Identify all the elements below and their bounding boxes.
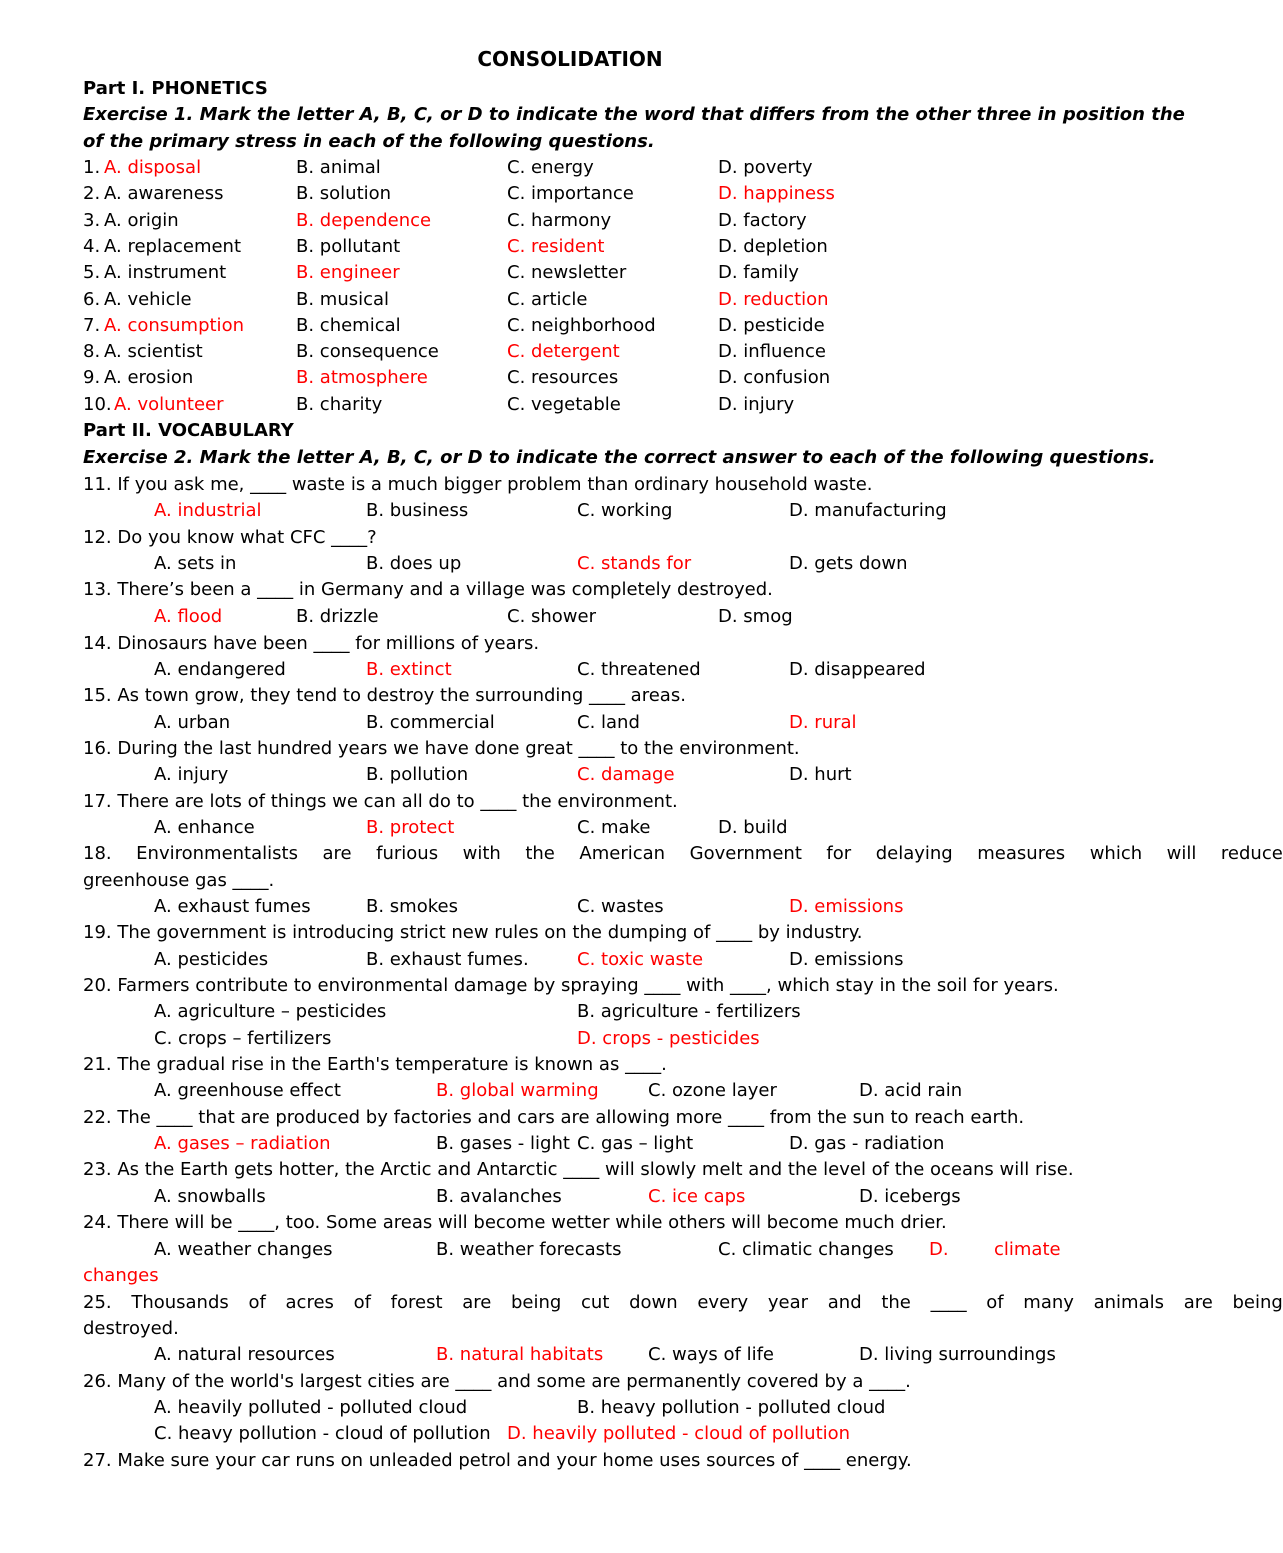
stem-word: reduce xyxy=(1220,843,1283,864)
option-b: B. chemical xyxy=(296,314,401,336)
question-text: 12. Do you know what CFC ____? xyxy=(83,527,377,548)
question-stem xyxy=(0,736,1200,762)
option-b: B. solution xyxy=(296,183,392,205)
phonetics-row xyxy=(0,181,1200,207)
stem-word: measures xyxy=(977,843,1066,864)
question-text: 15. As town grow, they tend to destroy the surrounding ____ areas. xyxy=(83,685,686,706)
option-d: D. icebergs xyxy=(859,1186,961,1207)
option-a: A. awareness xyxy=(104,183,224,205)
question-number: 7. xyxy=(83,314,101,336)
option-c: C. neighborhood xyxy=(507,314,656,336)
question-stem xyxy=(0,1210,1200,1236)
question-text: 20. Farmers contribute to environmental damage by spraying ____ with ____, which stay in the soil for years. xyxy=(83,975,1059,996)
option-a: A. enhance xyxy=(154,817,255,838)
option-d: D. family xyxy=(718,262,799,284)
option-a: A. disposal xyxy=(104,157,202,178)
option-c: C. energy xyxy=(507,157,594,178)
stem-word: the xyxy=(525,843,555,864)
question-number: 4. xyxy=(83,235,101,257)
question-stem xyxy=(0,789,1200,815)
question-text: 24. There will be ____, too. Some areas will become wetter while others will become much drier. xyxy=(83,1212,947,1233)
question-stem xyxy=(0,525,1200,551)
phonetics-row xyxy=(0,208,1200,234)
option-row xyxy=(0,657,1200,683)
option-c: C. detergent xyxy=(507,341,620,363)
option-b: B. dependence xyxy=(296,209,432,231)
phonetics-row xyxy=(0,260,1200,286)
option-d: D. heavily polluted - cloud of pollution xyxy=(507,1423,851,1444)
option-a: A. injury xyxy=(154,764,229,785)
question-stem xyxy=(0,973,1200,999)
stem-word: of xyxy=(986,1292,1004,1313)
option-c: C. article xyxy=(507,288,588,310)
question-number: 10. xyxy=(83,393,112,415)
option-a: A. flood xyxy=(154,606,223,627)
option-d: D. gas - radiation xyxy=(789,1133,945,1154)
option-a: A. weather changes xyxy=(154,1239,333,1260)
question-text: greenhouse gas ____. xyxy=(83,870,275,891)
option-b: B. weather forecasts xyxy=(436,1239,622,1260)
question-text: 27. Make sure your car runs on unleaded petrol and your home uses sources of ____ energy. xyxy=(83,1450,912,1471)
question-text: 17. There are lots of things we can all do to ____ the environment. xyxy=(83,791,678,812)
question-text: 23. As the Earth gets hotter, the Arctic and Antarctic ____ will slowly melt and the level of the oceans will rise. xyxy=(83,1159,1074,1180)
option-row xyxy=(0,1131,1200,1157)
part2-heading-line xyxy=(0,418,1200,444)
option-c: C. crops – fertilizers xyxy=(154,1028,332,1049)
option-row xyxy=(0,498,1200,524)
option-b: B. consequence xyxy=(296,341,439,363)
phonetics-row xyxy=(0,234,1200,260)
option-row xyxy=(0,1237,1200,1263)
question-stem xyxy=(0,1105,1200,1131)
option-b: B. business xyxy=(366,500,469,521)
option-c: C. make xyxy=(577,817,651,838)
option-b: B. engineer xyxy=(296,262,400,284)
exercise1-instruction-cont: of the primary stress in each of the following questions. xyxy=(83,131,655,152)
option-a: A. industrial xyxy=(154,500,262,521)
option-row xyxy=(0,604,1200,630)
option-d-text: climate xyxy=(994,1239,1061,1260)
option-row xyxy=(0,999,1200,1025)
option-row xyxy=(0,1342,1200,1368)
question-stem xyxy=(83,841,1283,867)
stem-word: Government xyxy=(689,843,802,864)
option-b: B. pollutant xyxy=(296,235,401,257)
question-text: 11. If you ask me, ____ waste is a much bigger problem than ordinary household waste. xyxy=(83,474,873,495)
option-a: A. consumption xyxy=(104,314,244,336)
option-d: D. factory xyxy=(718,209,807,231)
title-line xyxy=(0,46,1200,72)
option-c: C. importance xyxy=(507,183,634,205)
stem-word: 25. xyxy=(83,1292,112,1313)
question-stem xyxy=(0,631,1200,657)
phonetics-row xyxy=(0,287,1200,313)
option-a: A. scientist xyxy=(104,341,203,363)
stem-word: are xyxy=(462,1292,492,1313)
option-a: A. gases – radiation xyxy=(154,1133,331,1154)
question-stem xyxy=(0,472,1200,498)
phonetics-row xyxy=(0,313,1200,339)
option-row xyxy=(0,762,1200,788)
option-c: C. damage xyxy=(577,764,675,785)
option-d-letter: D. xyxy=(929,1239,949,1260)
option-c: C. toxic waste xyxy=(577,949,704,970)
option-a: A. volunteer xyxy=(114,393,224,415)
exercise2-line xyxy=(0,445,1200,471)
option-d: D. manufacturing xyxy=(789,500,947,521)
option-d: D. emissions xyxy=(789,896,904,917)
option-row xyxy=(0,1026,1200,1052)
part2-heading: Part II. VOCABULARY xyxy=(83,420,294,441)
stem-word: being xyxy=(1232,1292,1283,1313)
option-row xyxy=(0,1395,1200,1421)
question-stem-cont xyxy=(0,1316,1200,1342)
question-stem-cont xyxy=(0,868,1200,894)
question-stem xyxy=(0,577,1200,603)
stem-word: and xyxy=(827,1292,862,1313)
option-row xyxy=(0,1421,1200,1447)
stem-word: of xyxy=(248,1292,266,1313)
question-number: 9. xyxy=(83,367,101,389)
option-c: C. land xyxy=(577,712,640,733)
option-a: A. endangered xyxy=(154,659,286,680)
question-number: 6. xyxy=(83,288,101,310)
stem-word: year xyxy=(767,1292,809,1313)
question-text: 14. Dinosaurs have been ____ for millions of years. xyxy=(83,633,540,654)
question-text: 13. There’s been a ____ in Germany and a village was completely destroyed. xyxy=(83,579,773,600)
option-a: A. exhaust fumes xyxy=(154,896,311,917)
option-b: B. extinct xyxy=(366,659,452,680)
option-a: A. vehicle xyxy=(104,288,192,310)
stem-word: animals xyxy=(1093,1292,1164,1313)
option-c: C. gas – light xyxy=(577,1133,694,1154)
stem-word: the xyxy=(881,1292,911,1313)
stem-word: furious xyxy=(376,843,439,864)
option-a: A. snowballs xyxy=(154,1186,266,1207)
question-text: 22. The ____ that are produced by factories and cars are allowing more ____ from the sun to reach earth. xyxy=(83,1107,1025,1128)
option-c: C. working xyxy=(577,500,673,521)
option-c: C. heavy pollution - cloud of pollution xyxy=(154,1423,491,1444)
option-b: B. atmosphere xyxy=(296,367,428,389)
option-d: D. build xyxy=(718,817,788,838)
option-c: C. ozone layer xyxy=(648,1080,777,1101)
option-a: A. agriculture – pesticides xyxy=(154,1001,387,1022)
question-text: 16. During the last hundred years we have done great ____ to the environment. xyxy=(83,738,800,759)
option-b: B. does up xyxy=(366,553,462,574)
option-d: D. living surroundings xyxy=(859,1344,1056,1365)
stem-word: forest xyxy=(390,1292,443,1313)
option-d-text-cont: changes xyxy=(83,1265,159,1286)
option-row xyxy=(0,947,1200,973)
option-a: A. instrument xyxy=(104,262,227,284)
option-b: B. global warming xyxy=(436,1080,599,1101)
option-d: D. disappeared xyxy=(789,659,926,680)
option-d: D. crops - pesticides xyxy=(577,1028,760,1049)
stem-word: many xyxy=(1023,1292,1074,1313)
stem-word: Environmentalists xyxy=(136,843,298,864)
stem-word: ____ xyxy=(930,1292,967,1313)
phonetics-row xyxy=(0,339,1200,365)
option-b: B. gases - light xyxy=(436,1133,570,1154)
stem-word: with xyxy=(462,843,501,864)
question-text: 26. Many of the world's largest cities are ____ and some are permanently covered by a ____. xyxy=(83,1371,911,1392)
option-b: B. avalanches xyxy=(436,1186,562,1207)
option-a: A. replacement xyxy=(104,235,242,257)
option-row-cont xyxy=(0,1263,1200,1289)
question-stem xyxy=(0,683,1200,709)
option-b: B. commercial xyxy=(366,712,495,733)
question-text: 19. The government is introducing strict new rules on the dumping of ____ by industry. xyxy=(83,922,863,943)
question-number: 5. xyxy=(83,262,101,284)
exercise1-instruction: Exercise 1. Mark the letter A, B, C, or D to indicate the word that differs from the other three in position the xyxy=(83,104,1185,125)
question-stem xyxy=(0,920,1200,946)
stem-word: American xyxy=(579,843,666,864)
stem-word: will xyxy=(1166,843,1197,864)
option-row xyxy=(0,894,1200,920)
page-title: CONSOLIDATION xyxy=(477,47,663,71)
option-c: C. harmony xyxy=(507,209,612,231)
part1-heading-line xyxy=(0,76,1200,102)
exercise1-line1 xyxy=(0,102,1200,128)
option-a: A. sets in xyxy=(154,553,237,574)
option-b: B. natural habitats xyxy=(436,1344,604,1365)
option-row xyxy=(0,710,1200,736)
option-row xyxy=(0,551,1200,577)
option-c: C. resources xyxy=(507,367,619,389)
stem-word: 18. xyxy=(83,843,112,864)
option-b: B. animal xyxy=(296,157,381,178)
question-text: destroyed. xyxy=(83,1318,179,1339)
option-b: B. pollution xyxy=(366,764,469,785)
option-d: D. rural xyxy=(789,712,857,733)
option-d: D. injury xyxy=(718,393,795,415)
option-d: D. hurt xyxy=(789,764,852,785)
option-c: C. ice caps xyxy=(648,1186,746,1207)
question-stem xyxy=(0,1052,1200,1078)
option-row xyxy=(0,815,1200,841)
option-c: C. ways of life xyxy=(648,1344,774,1365)
stem-word: down xyxy=(629,1292,678,1313)
option-b: B. musical xyxy=(296,288,390,310)
option-row xyxy=(0,1078,1200,1104)
phonetics-row xyxy=(0,392,1200,418)
option-a: A. origin xyxy=(104,209,179,231)
question-number: 2. xyxy=(83,183,101,205)
question-text: 21. The gradual rise in the Earth's temperature is known as ____. xyxy=(83,1054,667,1075)
phonetics-row xyxy=(0,365,1200,391)
option-c: C. resident xyxy=(507,235,605,257)
option-b: B. agriculture - fertilizers xyxy=(577,1001,801,1022)
stem-word: are xyxy=(1183,1292,1213,1313)
option-b: B. protect xyxy=(366,817,455,838)
stem-word: acres xyxy=(285,1292,334,1313)
option-c: C. wastes xyxy=(577,896,664,917)
option-d: D. depletion xyxy=(718,235,828,257)
option-a: A. natural resources xyxy=(154,1344,335,1365)
option-c: C. vegetable xyxy=(507,393,621,415)
part1-heading: Part I. PHONETICS xyxy=(83,78,268,99)
option-b: B. exhaust fumes. xyxy=(366,949,529,970)
phonetics-row xyxy=(0,155,1200,181)
option-c: C. climatic changes xyxy=(718,1239,894,1260)
option-d: D. happiness xyxy=(718,183,835,205)
option-a: A. pesticides xyxy=(154,949,269,970)
exercise1-line2 xyxy=(0,129,1200,155)
option-b: B. charity xyxy=(296,393,383,415)
stem-word: are xyxy=(322,843,352,864)
option-a: A. erosion xyxy=(104,367,194,389)
stem-word: for xyxy=(826,843,852,864)
question-stem xyxy=(0,1369,1200,1395)
question-stem xyxy=(83,1290,1283,1316)
option-d: D. smog xyxy=(718,606,793,627)
stem-word: delaying xyxy=(875,843,953,864)
question-number: 3. xyxy=(83,209,101,231)
option-d: D. influence xyxy=(718,341,826,363)
option-row xyxy=(0,1184,1200,1210)
stem-word: of xyxy=(353,1292,371,1313)
option-c: C. newsletter xyxy=(507,262,627,284)
stem-word: Thousands xyxy=(131,1292,229,1313)
stem-word: being xyxy=(511,1292,562,1313)
exercise2-instruction: Exercise 2. Mark the letter A, B, C, or D to indicate the correct answer to each of the following questions. xyxy=(83,447,1156,468)
question-stem xyxy=(0,1448,1200,1474)
stem-word: every xyxy=(697,1292,749,1313)
option-c: C. shower xyxy=(507,606,597,627)
option-d: D. confusion xyxy=(718,367,831,389)
option-d: D. pesticide xyxy=(718,314,825,336)
option-b: B. drizzle xyxy=(296,606,379,627)
option-d: D. emissions xyxy=(789,949,904,970)
option-c: C. stands for xyxy=(577,553,692,574)
option-a: A. urban xyxy=(154,712,231,733)
option-b: B. smokes xyxy=(366,896,458,917)
stem-word: which xyxy=(1089,843,1143,864)
option-d: D. poverty xyxy=(718,157,813,178)
question-stem xyxy=(0,1157,1200,1183)
option-c: C. threatened xyxy=(577,659,701,680)
option-d: D. reduction xyxy=(718,288,829,310)
option-a: A. heavily polluted - polluted cloud xyxy=(154,1397,468,1418)
option-b: B. heavy pollution - polluted cloud xyxy=(577,1397,886,1418)
question-number: 1. xyxy=(83,157,101,178)
question-number: 8. xyxy=(83,341,101,363)
option-d: D. gets down xyxy=(789,553,908,574)
stem-word: cut xyxy=(581,1292,610,1313)
option-a: A. greenhouse effect xyxy=(154,1080,341,1101)
option-d: D. acid rain xyxy=(859,1080,963,1101)
